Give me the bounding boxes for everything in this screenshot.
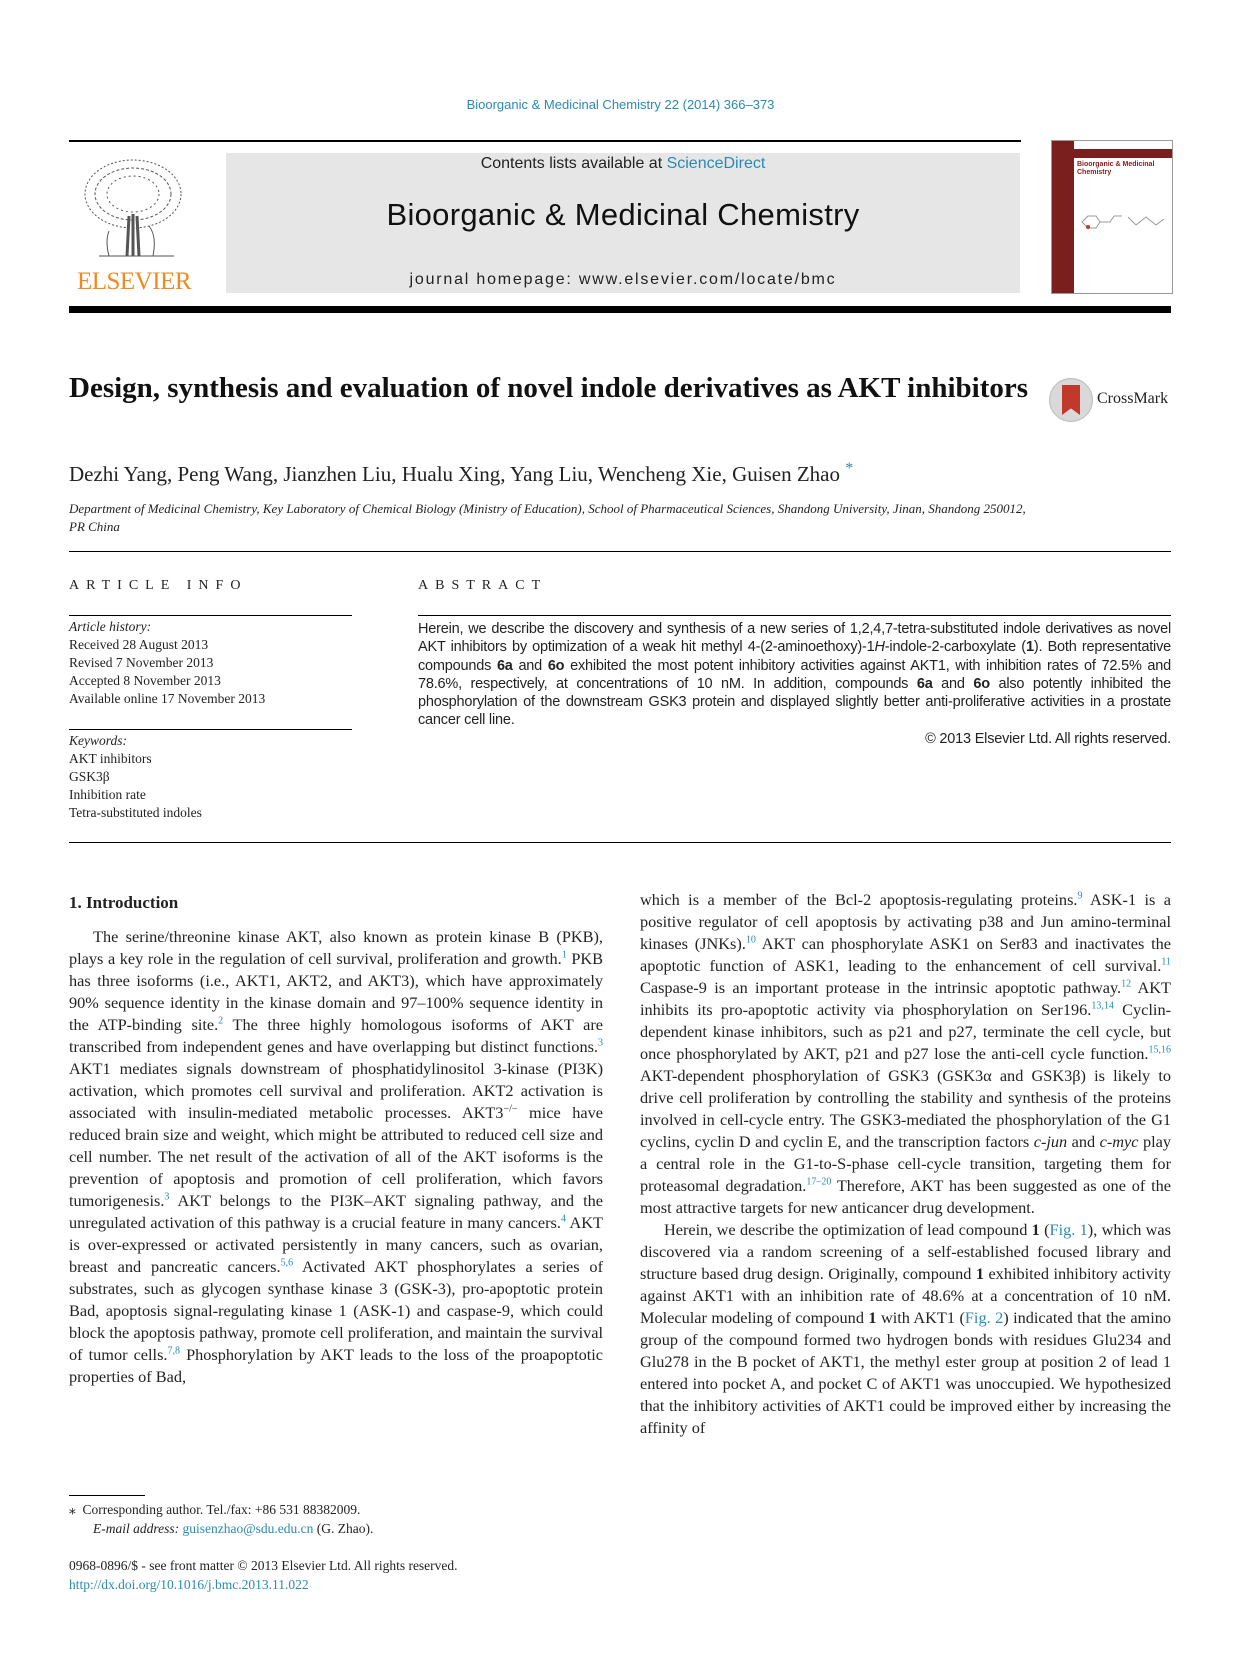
affiliation-rule xyxy=(69,551,1171,552)
citation-link[interactable]: 15,16 xyxy=(1148,1044,1171,1056)
issn-line: 0968-0896/$ - see front matter © 2013 Elsevier Ltd. All rights reserved. xyxy=(69,1558,458,1573)
citation-link[interactable]: 17–20 xyxy=(806,1176,832,1188)
footnote-rule xyxy=(69,1495,145,1496)
intro-paragraph-2: Herein, we describe the optimization of lead compound 1 (Fig. 1), which was discovered via a random screening of a self-established focused library and structure based drug design. Originally, compound 1 exhibited inhibitory activity against AKT1 with an inhibition rate of 48.6% at a concentration of 10 nM. Molecular modeling of compound 1 with AKT1 (Fig. 2) indicated that the amino group of the compound formed two hydrogen bonds with residues Glu234 and Glu278 in the B pocket of AKT1, the methyl ester group at position 2 of lead 1 entered into pocket A, and pocket C of AKT1 was unoccupied. We hypothesized that the inhibitory activities of AKT1 could be improved either by increasing the affinity of xyxy=(640,1220,1172,1437)
footnote xyxy=(69,1500,373,1538)
abstract-body xyxy=(418,620,1171,748)
intro-paragraph-1-continued: which is a member of the Bcl-2 apoptosis-regulating proteins.$^9$ ASK-1 is a positive regulator of cell apoptosis by activating p38 and Jun amino-terminal kinases (JNKs).$^{10}$ AKT can phosphorylate ASK1 on Ser83 and inactivates the apoptotic function of ASK1, leading to the enhancement of cell survival.$^{11}$ Caspase-9 is an important protease in the intrinsic apoptotic pathway.$^{12}$ AKT inhibits its pro-apoptotic activity via phosphorylation on Ser196.$^{13,14}$ Cyclin-dependent kinase inhibitors, such as p21 and p27, terminate the cell cycle, but once phosphorylated by AKT, p21 and p27 lose the anti-cell cycle function.$^{15,16}$ AKT-dependent phosphorylation of GSK3 (GSK3α and GSK3β) is likely to drive cell proliferation by controlling the stability and synthesis of the proteins involved in cell-cycle entry. The GSK3-mediated the phosphorylation of the G1 cyclins, cyclin D and cyclin E, and the transcription factors c-jun and c-myc play a central role in the G1-to-S-phase cell-cycle transition, targeting them for proteasomal degradation.$^{17-20}$ Therefore, AKT has been suggested as one of the most attractive targets for new anticancer drug development. xyxy=(640,890,1172,1217)
author-list xyxy=(69,460,853,487)
history-label: Article history: xyxy=(69,619,152,634)
abstract-rule xyxy=(418,615,1171,616)
doi-link[interactable]: http://dx.doi.org/10.1016/j.bmc.2013.11.022 xyxy=(69,1577,309,1592)
figure-link[interactable]: Fig. 1 xyxy=(1049,1220,1088,1239)
crossmark-flag-icon xyxy=(1062,385,1080,415)
sciencedirect-link[interactable]: ScienceDirect xyxy=(666,155,766,172)
history-online: Available online 17 November 2013 xyxy=(69,691,266,706)
email-link[interactable]: guisenzhao@sdu.edu.cn xyxy=(182,1521,314,1536)
keyword-item: AKT inhibitors xyxy=(69,751,152,766)
footnote-star: ⁎ xyxy=(69,1502,76,1517)
contents-line xyxy=(226,155,1020,173)
citation-link[interactable]: 4 xyxy=(560,1213,566,1225)
intro-paragraph-1: The serine/threonine kinase AKT, also known as protein kinase B (PKB), plays a key role in the regulation of cell survival, proliferation and growth.$^1$ PKB has three isoforms (i.e., AKT1, AKT2, and AKT3), which have approximately 90% sequence identity in the kinase domain and 97–100% sequence identity in the ATP-binding site.$^2$ The three highly homologous isoforms of AKT are transcribed from independent genes and have overlapping but distinct functions.$^3$ AKT1 mediates signals downstream of phosphatidylinositol 3-kinase (PI3K) activation, which promotes cell survival and proliferation. AKT2 activation is associated with insulin-mediated metabolic processes. AKT3−/− mice have reduced brain size and weight, which might be attributed to reduced cell size and cell number. The net result of the activation of all of the AKT isoforms is the prevention of apoptosis and promotion of cell proliferation, which favors tumorigenesis.$^3$ AKT belongs to the PI3K–AKT signaling pathway, and the unregulated activation of this pathway is a crucial feature in many cancers.$^4$ AKT is over-expressed or activated persistently in many cancers, such as ovarian, breast and pancreatic cancers.$^{5,6}$ Activated AKT phosphorylates a series of substrates, such as glycogen synthase kinase 3 (GSK-3), pro-apoptotic protein Bad, apoptosis signal-regulating kinase 1 (ASK-1) and caspase-9, which could block the apoptosis pathway, promote cell proliferation, and maintain the survival of tumor cells.$^{7,8}$ Phosphorylation by AKT leads to the loss of the proapoptotic properties of Bad, xyxy=(69,927,604,1386)
journal-title: Bioorganic & Medicinal Chemistry xyxy=(386,197,860,232)
citation-link[interactable]: 1 xyxy=(561,949,567,961)
section-heading-introduction: 1. Introduction xyxy=(69,893,179,912)
article-history xyxy=(69,618,265,708)
keyword-item: GSK3β xyxy=(69,769,110,784)
journal-masthead xyxy=(226,153,1020,293)
abstract-copyright: © 2013 Elsevier Ltd. All rights reserved. xyxy=(925,730,1171,747)
citation-link[interactable]: 5,6 xyxy=(280,1257,294,1269)
article-title: Design, synthesis and evaluation of novel indole derivatives as AKT inhibitors xyxy=(69,372,1029,404)
figure-link[interactable]: Fig. 2 xyxy=(964,1308,1004,1327)
italic-term: c-myc xyxy=(1099,1132,1139,1151)
crossmark-label: CrossMark xyxy=(1097,390,1169,407)
journal-cover-thumbnail[interactable] xyxy=(1051,140,1173,294)
front-matter-rule xyxy=(69,842,1171,843)
article-info-heading: ARTICLE INFO xyxy=(69,578,248,593)
affiliation: Department of Medicinal Chemistry, Key Laboratory of Chemical Biology (Ministry of Education), School of Pharmaceutical Sciences, Shandong University, Jinan, Shandong 250012, PR China xyxy=(69,501,1026,534)
article-info-rule xyxy=(69,615,352,616)
email-label: E-mail address: xyxy=(93,1521,183,1536)
homepage-url[interactable]: www.elsevier.com/locate/bmc xyxy=(578,271,837,288)
issn-block xyxy=(69,1556,458,1594)
compound-number: 1 xyxy=(1031,1220,1040,1239)
compound-number: 1 xyxy=(868,1308,877,1327)
keywords-label: Keywords: xyxy=(69,733,127,748)
corresponding-author-text: Corresponding author. Tel./fax: +86 531 88382009. xyxy=(82,1502,361,1517)
cover-molecule-icon xyxy=(1078,207,1168,237)
citation-link[interactable]: 11 xyxy=(1161,956,1171,968)
citation-link[interactable]: 3 xyxy=(598,1037,603,1049)
right-column xyxy=(640,889,1171,1439)
cover-title: Bioorganic & Medicinal Chemistry xyxy=(1077,161,1155,176)
left-column xyxy=(69,892,603,1388)
elsevier-tree-icon xyxy=(79,156,187,264)
journal-reference[interactable]: Bioorganic & Medicinal Chemistry 22 (2014) 366–373 xyxy=(466,97,775,112)
email-suffix: (G. Zhao). xyxy=(313,1521,374,1536)
corresponding-author-mark[interactable]: * xyxy=(845,460,854,477)
keyword-item: Tetra-substituted indoles xyxy=(69,805,202,820)
keywords-rule xyxy=(69,729,352,730)
keywords xyxy=(69,732,202,822)
compound-number: 1 xyxy=(975,1264,984,1283)
elsevier-logo xyxy=(69,152,199,295)
abstract-heading: ABSTRACT xyxy=(418,578,548,593)
citation-link[interactable]: 2 xyxy=(218,1015,224,1027)
email-line xyxy=(69,1519,373,1538)
citation-link[interactable]: 13,14 xyxy=(1091,1000,1114,1012)
masthead-thick-rule xyxy=(69,306,1171,313)
italic-term: c-jun xyxy=(1033,1132,1068,1151)
cover-band xyxy=(1052,141,1074,293)
elsevier-wordmark: ELSEVIER xyxy=(76,268,192,295)
homepage-prefix: journal homepage: xyxy=(409,271,579,288)
abstract-text: Herein, we describe the discovery and synthesis of a new series of 1,2,4,7-tetra-substituted indole derivatives as novel AKT inhibitors by optimization of a weak hit methyl 4-(2-aminoethoxy)-1H-indole-2-carboxylate (1). Both representative compounds 6a and 6o exhibited the most potent inhibitory activities against AKT1, with inhibition rates of 72.5% and 78.6%, respectively, at concentrations of 10 nM. In addition, compounds 6a and 6o also potently inhibited the phosphorylation of the downstream GSK3 protein and displayed slightly better anti-proliferative activities in a prostate cancer cell line. xyxy=(418,621,1172,729)
citation-link[interactable]: 12 xyxy=(1121,978,1132,990)
citation-link[interactable]: 3 xyxy=(164,1191,170,1203)
history-revised: Revised 7 November 2013 xyxy=(69,655,214,670)
header-rule xyxy=(69,140,1021,142)
history-accepted: Accepted 8 November 2013 xyxy=(69,673,221,688)
contents-prefix: Contents lists available at xyxy=(480,155,667,172)
crossmark-icon xyxy=(1049,378,1093,422)
history-received: Received 28 August 2013 xyxy=(69,637,209,652)
citation-link[interactable]: 10 xyxy=(745,934,756,946)
corresponding-author-note xyxy=(69,1500,373,1519)
keyword-item: Inhibition rate xyxy=(69,787,146,802)
authors-text: Dezhi Yang, Peng Wang, Jianzhen Liu, Hualu Xing, Yang Liu, Wencheng Xie, Guisen Zhao xyxy=(69,462,840,486)
crossmark-button[interactable] xyxy=(1049,378,1179,422)
cover-topbar xyxy=(1074,149,1172,158)
journal-homepage xyxy=(226,271,1020,289)
citation-link[interactable]: 9 xyxy=(1077,890,1083,902)
superscript: −/− xyxy=(503,1103,518,1115)
citation-link[interactable]: 7,8 xyxy=(167,1345,180,1357)
